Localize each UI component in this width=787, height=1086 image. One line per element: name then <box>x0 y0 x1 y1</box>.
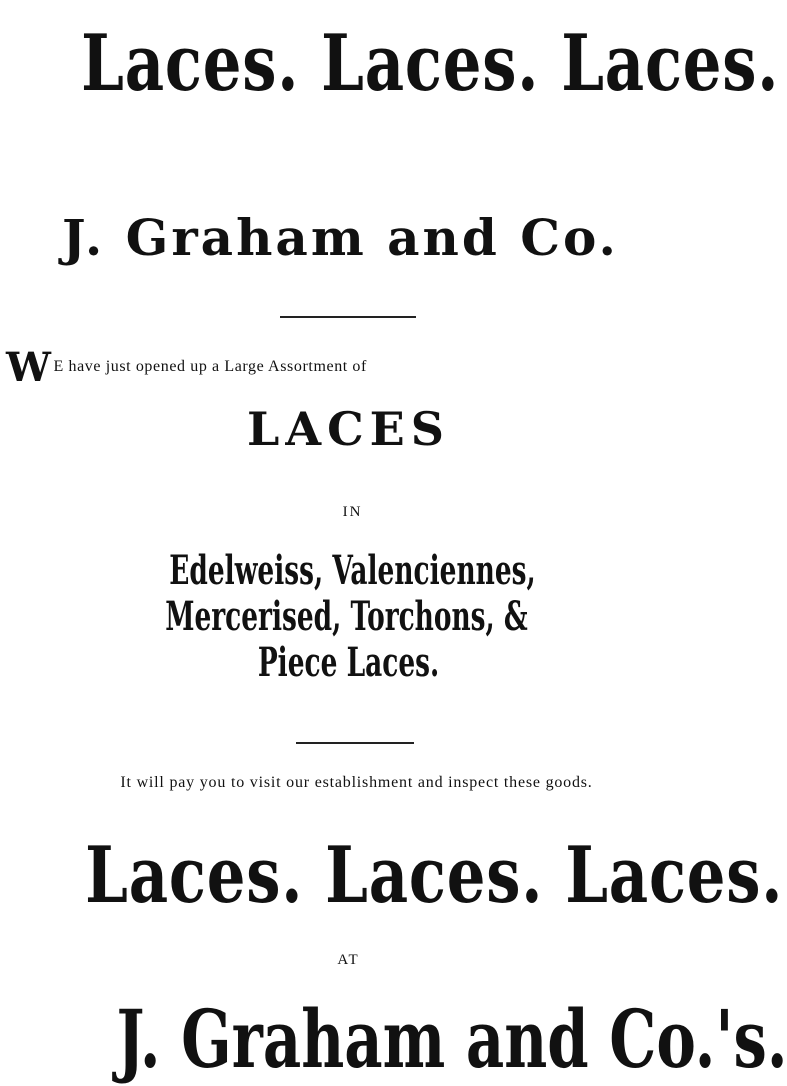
divider-rule-bottom <box>296 742 414 744</box>
intro-text: E have just opened up a Large Assortment of <box>53 358 367 375</box>
invitation-text: It will pay you to visit our establishment and inspect these goods. <box>120 774 593 791</box>
headline-bottom: Laces. Laces. Laces. <box>85 830 784 921</box>
at-word: AT <box>337 952 360 968</box>
headline-top: Laces. Laces. Laces. <box>81 18 780 109</box>
drop-cap: W <box>6 344 52 391</box>
variety-line: Piece Laces. <box>257 639 440 686</box>
in-word: IN <box>342 504 363 520</box>
intro-paragraph <box>6 344 367 392</box>
variety-line: Edelweiss, Valenciennes, <box>169 547 536 594</box>
product-heading: LACES <box>247 402 450 456</box>
firm-name-possessive: J. Graham and Co.'s. <box>116 992 787 1086</box>
divider-rule-top <box>280 316 416 318</box>
variety-line: Mercerised, Torchons, & <box>165 593 528 640</box>
firm-name: J. Graham and Co. <box>62 208 619 267</box>
